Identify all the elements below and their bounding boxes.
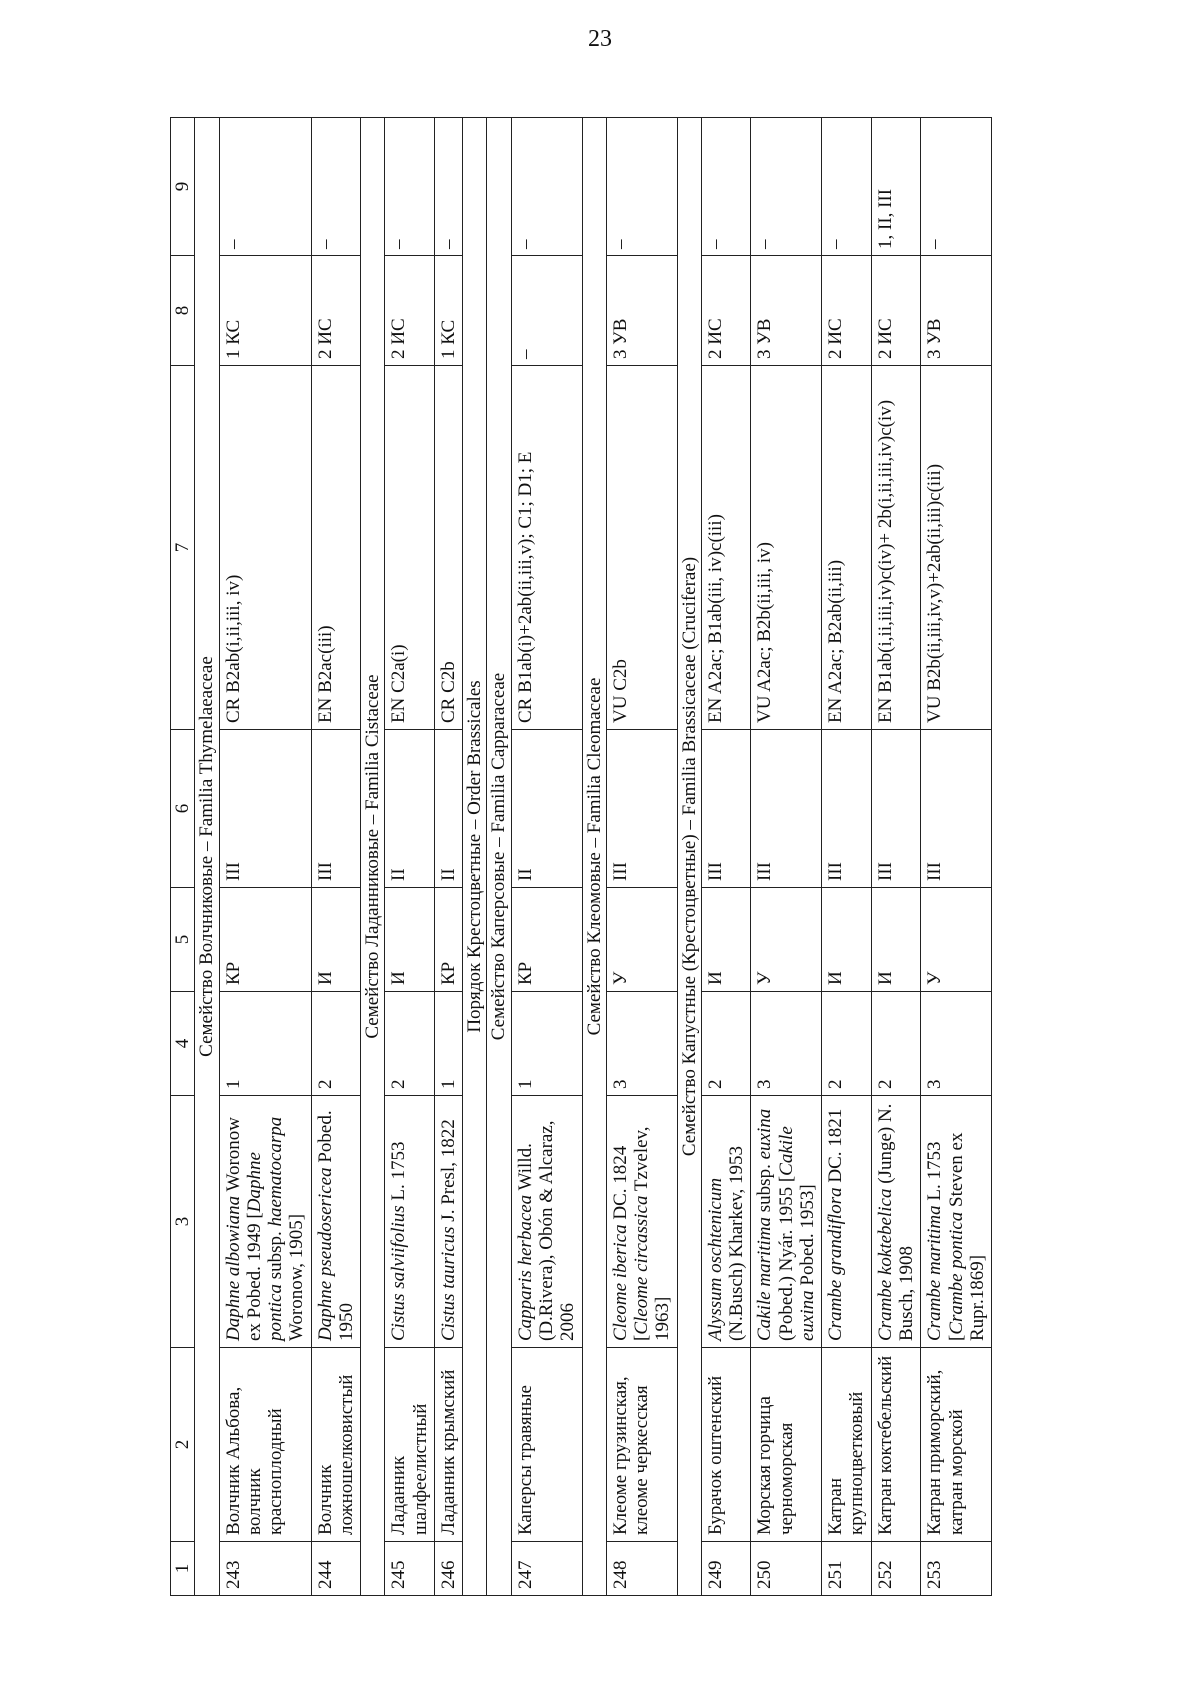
cell-category: 1 xyxy=(511,992,582,1096)
section-row xyxy=(361,118,385,1596)
latin-name-author: Steven ex Rupr.1869] xyxy=(945,1132,988,1341)
header-cell: 1 xyxy=(171,1542,195,1596)
cell-russian-name: Морская горчица черноморская xyxy=(751,1348,822,1542)
cell-russian-name: Волчник ложношелковистый xyxy=(311,1348,361,1542)
latin-name-italic: Alyssum oschtenicum xyxy=(704,1177,726,1341)
latin-name-italic: Daphne pseudosericea xyxy=(314,1167,336,1341)
cell-priority: III xyxy=(921,730,992,888)
cell-regional-status: 3 УВ xyxy=(921,256,992,366)
cell-protection: – xyxy=(921,118,992,256)
table-row xyxy=(434,118,462,1596)
cell-status: У xyxy=(751,888,822,992)
cell-regional-status: 1 КС xyxy=(219,256,311,366)
section-row xyxy=(582,118,606,1596)
section-row xyxy=(463,118,487,1596)
cell-latin-name xyxy=(511,1096,582,1348)
header-cell: 4 xyxy=(171,992,195,1096)
cell-protection: – xyxy=(311,118,361,256)
cell-priority: III xyxy=(606,730,677,888)
cell-protection: – xyxy=(511,118,582,256)
table-row xyxy=(311,118,361,1596)
cell-status: И xyxy=(311,888,361,992)
cell-status: КР xyxy=(511,888,582,992)
cell-number: 244 xyxy=(311,1542,361,1596)
cell-russian-name: Ладанник крымский xyxy=(434,1348,462,1542)
cell-category: 1 xyxy=(434,992,462,1096)
header-cell: 5 xyxy=(171,888,195,992)
cell-regional-status: 1 КС xyxy=(434,256,462,366)
latin-name-author: (Pobed.) Nyár. 1955 [ xyxy=(775,1175,797,1341)
latin-name-italic: Cistus tauricus xyxy=(437,1226,459,1341)
cell-category: 2 xyxy=(822,992,872,1096)
cell-status: И xyxy=(385,888,435,992)
cell-regional-status: 2 ИС xyxy=(822,256,872,366)
cell-priority: III xyxy=(219,730,311,888)
cell-priority: II xyxy=(385,730,435,888)
cell-latin-name xyxy=(434,1096,462,1348)
cell-number: 249 xyxy=(701,1542,751,1596)
latin-name-italic: Cakile maritima xyxy=(754,1216,776,1341)
table-row xyxy=(751,118,822,1596)
latin-name-italic: Crambe grandiflora xyxy=(825,1187,847,1341)
table-row xyxy=(822,118,872,1596)
latin-name-author: Tzvelev, 1963] xyxy=(631,1126,674,1341)
latin-name-author: DC. 1821 xyxy=(825,1108,847,1188)
cell-priority: III xyxy=(871,730,921,888)
latin-name-italic: Daphne albowiana xyxy=(222,1195,244,1341)
cell-latin-name xyxy=(921,1096,992,1348)
latin-name-italic: Crambe koktebelica xyxy=(874,1188,896,1341)
cell-category: 2 xyxy=(385,992,435,1096)
cell-iucn-criteria: VU A2ac; B2b(ii,iii, iv) xyxy=(751,366,822,730)
section-title: Семейство Капустные (Крестоцветные) – Familia Brassicaceae (Cruciferae) xyxy=(677,118,701,1596)
cell-iucn-criteria: CR B1ab(i)+2ab(ii,iii,v); C1; D1; E xyxy=(511,366,582,730)
cell-regional-status: 2 ИС xyxy=(871,256,921,366)
cell-latin-name xyxy=(701,1096,751,1348)
cell-status: У xyxy=(921,888,992,992)
cell-latin-name xyxy=(219,1096,311,1348)
latin-name-author: (Junge) N. Busch, 1908 xyxy=(874,1103,917,1341)
cell-iucn-criteria: EN C2a(i) xyxy=(385,366,435,730)
cell-iucn-criteria: CR C2b xyxy=(434,366,462,730)
latin-name-italic: Daphne pontica xyxy=(243,1152,287,1341)
cell-protection: – xyxy=(822,118,872,256)
latin-name-italic: Cleome iberica xyxy=(609,1224,631,1341)
cell-latin-name xyxy=(385,1096,435,1348)
table-row xyxy=(511,118,582,1596)
cell-number: 243 xyxy=(219,1542,311,1596)
table-body xyxy=(195,118,992,1596)
table-row xyxy=(219,118,311,1596)
header-cell: 8 xyxy=(171,256,195,366)
section-row xyxy=(677,118,701,1596)
cell-latin-name xyxy=(751,1096,822,1348)
cell-russian-name: Каперсы травяные xyxy=(511,1348,582,1542)
cell-regional-status: 2 ИС xyxy=(701,256,751,366)
latin-name-author: Woronow, 1905] xyxy=(286,1213,308,1341)
latin-name-italic: Capparis herbacea xyxy=(514,1194,536,1341)
cell-regional-status: – xyxy=(511,256,582,366)
cell-priority: III xyxy=(701,730,751,888)
cell-russian-name: Катран крупноцветковый xyxy=(822,1348,872,1542)
cell-latin-name xyxy=(606,1096,677,1348)
header-cell: 2 xyxy=(171,1348,195,1542)
latin-name-italic: Crambe maritima xyxy=(924,1205,946,1341)
cell-priority: III xyxy=(822,730,872,888)
cell-protection: 1, II, III xyxy=(871,118,921,256)
latin-name-author: DC. 1824 [ xyxy=(609,1145,653,1341)
cell-russian-name: Клеоме грузинская, клеоме черкесская xyxy=(606,1348,677,1542)
section-title: Семейство Ладанниковые – Familia Cistaceae xyxy=(361,118,385,1596)
cell-protection: – xyxy=(751,118,822,256)
latin-name-italic: Cakile euxina xyxy=(775,1126,818,1341)
cell-status: И xyxy=(822,888,872,992)
latin-name-author: subsp. xyxy=(754,1159,776,1217)
table-row xyxy=(385,118,435,1596)
section-title: Порядок Крестоцветные – Order Brassicales xyxy=(463,118,487,1596)
cell-status: И xyxy=(871,888,921,992)
cell-protection: – xyxy=(385,118,435,256)
cell-number: 251 xyxy=(822,1542,872,1596)
latin-name-author: subsp. xyxy=(265,1226,287,1284)
latin-name-author: Pobed. 1950 xyxy=(314,1110,357,1341)
header-cell: 3 xyxy=(171,1096,195,1348)
table-row xyxy=(921,118,992,1596)
cell-number: 252 xyxy=(871,1542,921,1596)
latin-name-italic: Cistus salviifolius xyxy=(388,1205,410,1341)
latin-name-author: Pobed. 1953] xyxy=(796,1184,818,1291)
section-title: Семейство Клеомовые – Familia Cleomaceae xyxy=(582,118,606,1596)
cell-category: 2 xyxy=(871,992,921,1096)
cell-number: 253 xyxy=(921,1542,992,1596)
cell-status: КР xyxy=(219,888,311,992)
cell-protection: – xyxy=(434,118,462,256)
cell-priority: II xyxy=(511,730,582,888)
cell-category: 3 xyxy=(751,992,822,1096)
cell-category: 2 xyxy=(701,992,751,1096)
cell-latin-name xyxy=(871,1096,921,1348)
cell-iucn-criteria: EN A2ac; B2ab(ii,iii) xyxy=(822,366,872,730)
rotated-table-container xyxy=(170,118,1182,1596)
table-row xyxy=(871,118,921,1596)
cell-number: 248 xyxy=(606,1542,677,1596)
latin-name-author: Woronow ex Pobed. 1949 [ xyxy=(222,1116,265,1341)
cell-latin-name xyxy=(822,1096,872,1348)
latin-name-author: (N.Busch) Kharkev, 1953 xyxy=(726,1145,748,1341)
cell-protection: – xyxy=(701,118,751,256)
cell-category: 2 xyxy=(311,992,361,1096)
cell-russian-name: Катран коктебельский xyxy=(871,1348,921,1542)
cell-number: 250 xyxy=(751,1542,822,1596)
section-row xyxy=(487,118,511,1596)
cell-category: 1 xyxy=(219,992,311,1096)
cell-category: 3 xyxy=(921,992,992,1096)
cell-regional-status: 2 ИС xyxy=(385,256,435,366)
latin-name-author: L. 1753 [ xyxy=(924,1141,967,1341)
section-row xyxy=(195,118,219,1596)
cell-iucn-criteria: EN B2ac(iii) xyxy=(311,366,361,730)
cell-regional-status: 2 ИС xyxy=(311,256,361,366)
latin-name-italic: euxina xyxy=(754,1108,776,1160)
cell-regional-status: 3 УВ xyxy=(751,256,822,366)
cell-russian-name: Бурачок оштенский xyxy=(701,1348,751,1542)
cell-number: 246 xyxy=(434,1542,462,1596)
table-row xyxy=(701,118,751,1596)
section-title: Семейство Волчниковые – Familia Thymelaeaceae xyxy=(195,118,219,1596)
species-table xyxy=(170,117,992,1596)
cell-iucn-criteria: EN B1ab(i,ii,iii,iv)c(iv)+ 2b(i,ii,iii,iv)c(iv) xyxy=(871,366,921,730)
section-title: Семейство Каперсовые – Familia Capparaceae xyxy=(487,118,511,1596)
latin-name-author: Willd. (D.Rivera), Obón & Alcaraz, 2006 xyxy=(514,1120,579,1341)
cell-protection: – xyxy=(606,118,677,256)
cell-status: И xyxy=(701,888,751,992)
latin-name-italic: Cleome circassica xyxy=(631,1195,653,1335)
table-row xyxy=(606,118,677,1596)
cell-iucn-criteria: VU B2b(ii,iii,iv,v)+2ab(ii,iii)c(iii) xyxy=(921,366,992,730)
latin-name-author: L. 1753 xyxy=(388,1141,410,1206)
cell-latin-name xyxy=(311,1096,361,1348)
cell-status: КР xyxy=(434,888,462,992)
cell-priority: III xyxy=(751,730,822,888)
latin-name-italic: Crambe pontica xyxy=(945,1211,967,1335)
cell-priority: II xyxy=(434,730,462,888)
cell-russian-name: Катран приморский, катран морской xyxy=(921,1348,992,1542)
cell-priority: III xyxy=(311,730,361,888)
cell-russian-name: Волчник Альбова, волчник краснoплодный xyxy=(219,1348,311,1542)
cell-number: 247 xyxy=(511,1542,582,1596)
cell-russian-name: Ладанник шалфеелистный xyxy=(385,1348,435,1542)
header-cell: 9 xyxy=(171,118,195,256)
cell-status: У xyxy=(606,888,677,992)
cell-protection: – xyxy=(219,118,311,256)
cell-iucn-criteria: CR B2ab(i,ii,iii, iv) xyxy=(219,366,311,730)
cell-category: 3 xyxy=(606,992,677,1096)
header-row xyxy=(171,118,195,1596)
page-number: 23 xyxy=(588,26,612,52)
header-cell: 6 xyxy=(171,730,195,888)
cell-iucn-criteria: EN A2ac; B1ab(iii, iv)c(iii) xyxy=(701,366,751,730)
latin-name-author: J. Presl, 1822 xyxy=(437,1119,459,1227)
cell-iucn-criteria: VU C2b xyxy=(606,366,677,730)
rotated-table-area xyxy=(170,118,1182,1596)
latin-name-italic: haematocarpa xyxy=(265,1116,287,1227)
cell-regional-status: 3 УВ xyxy=(606,256,677,366)
header-cell: 7 xyxy=(171,366,195,730)
cell-number: 245 xyxy=(385,1542,435,1596)
